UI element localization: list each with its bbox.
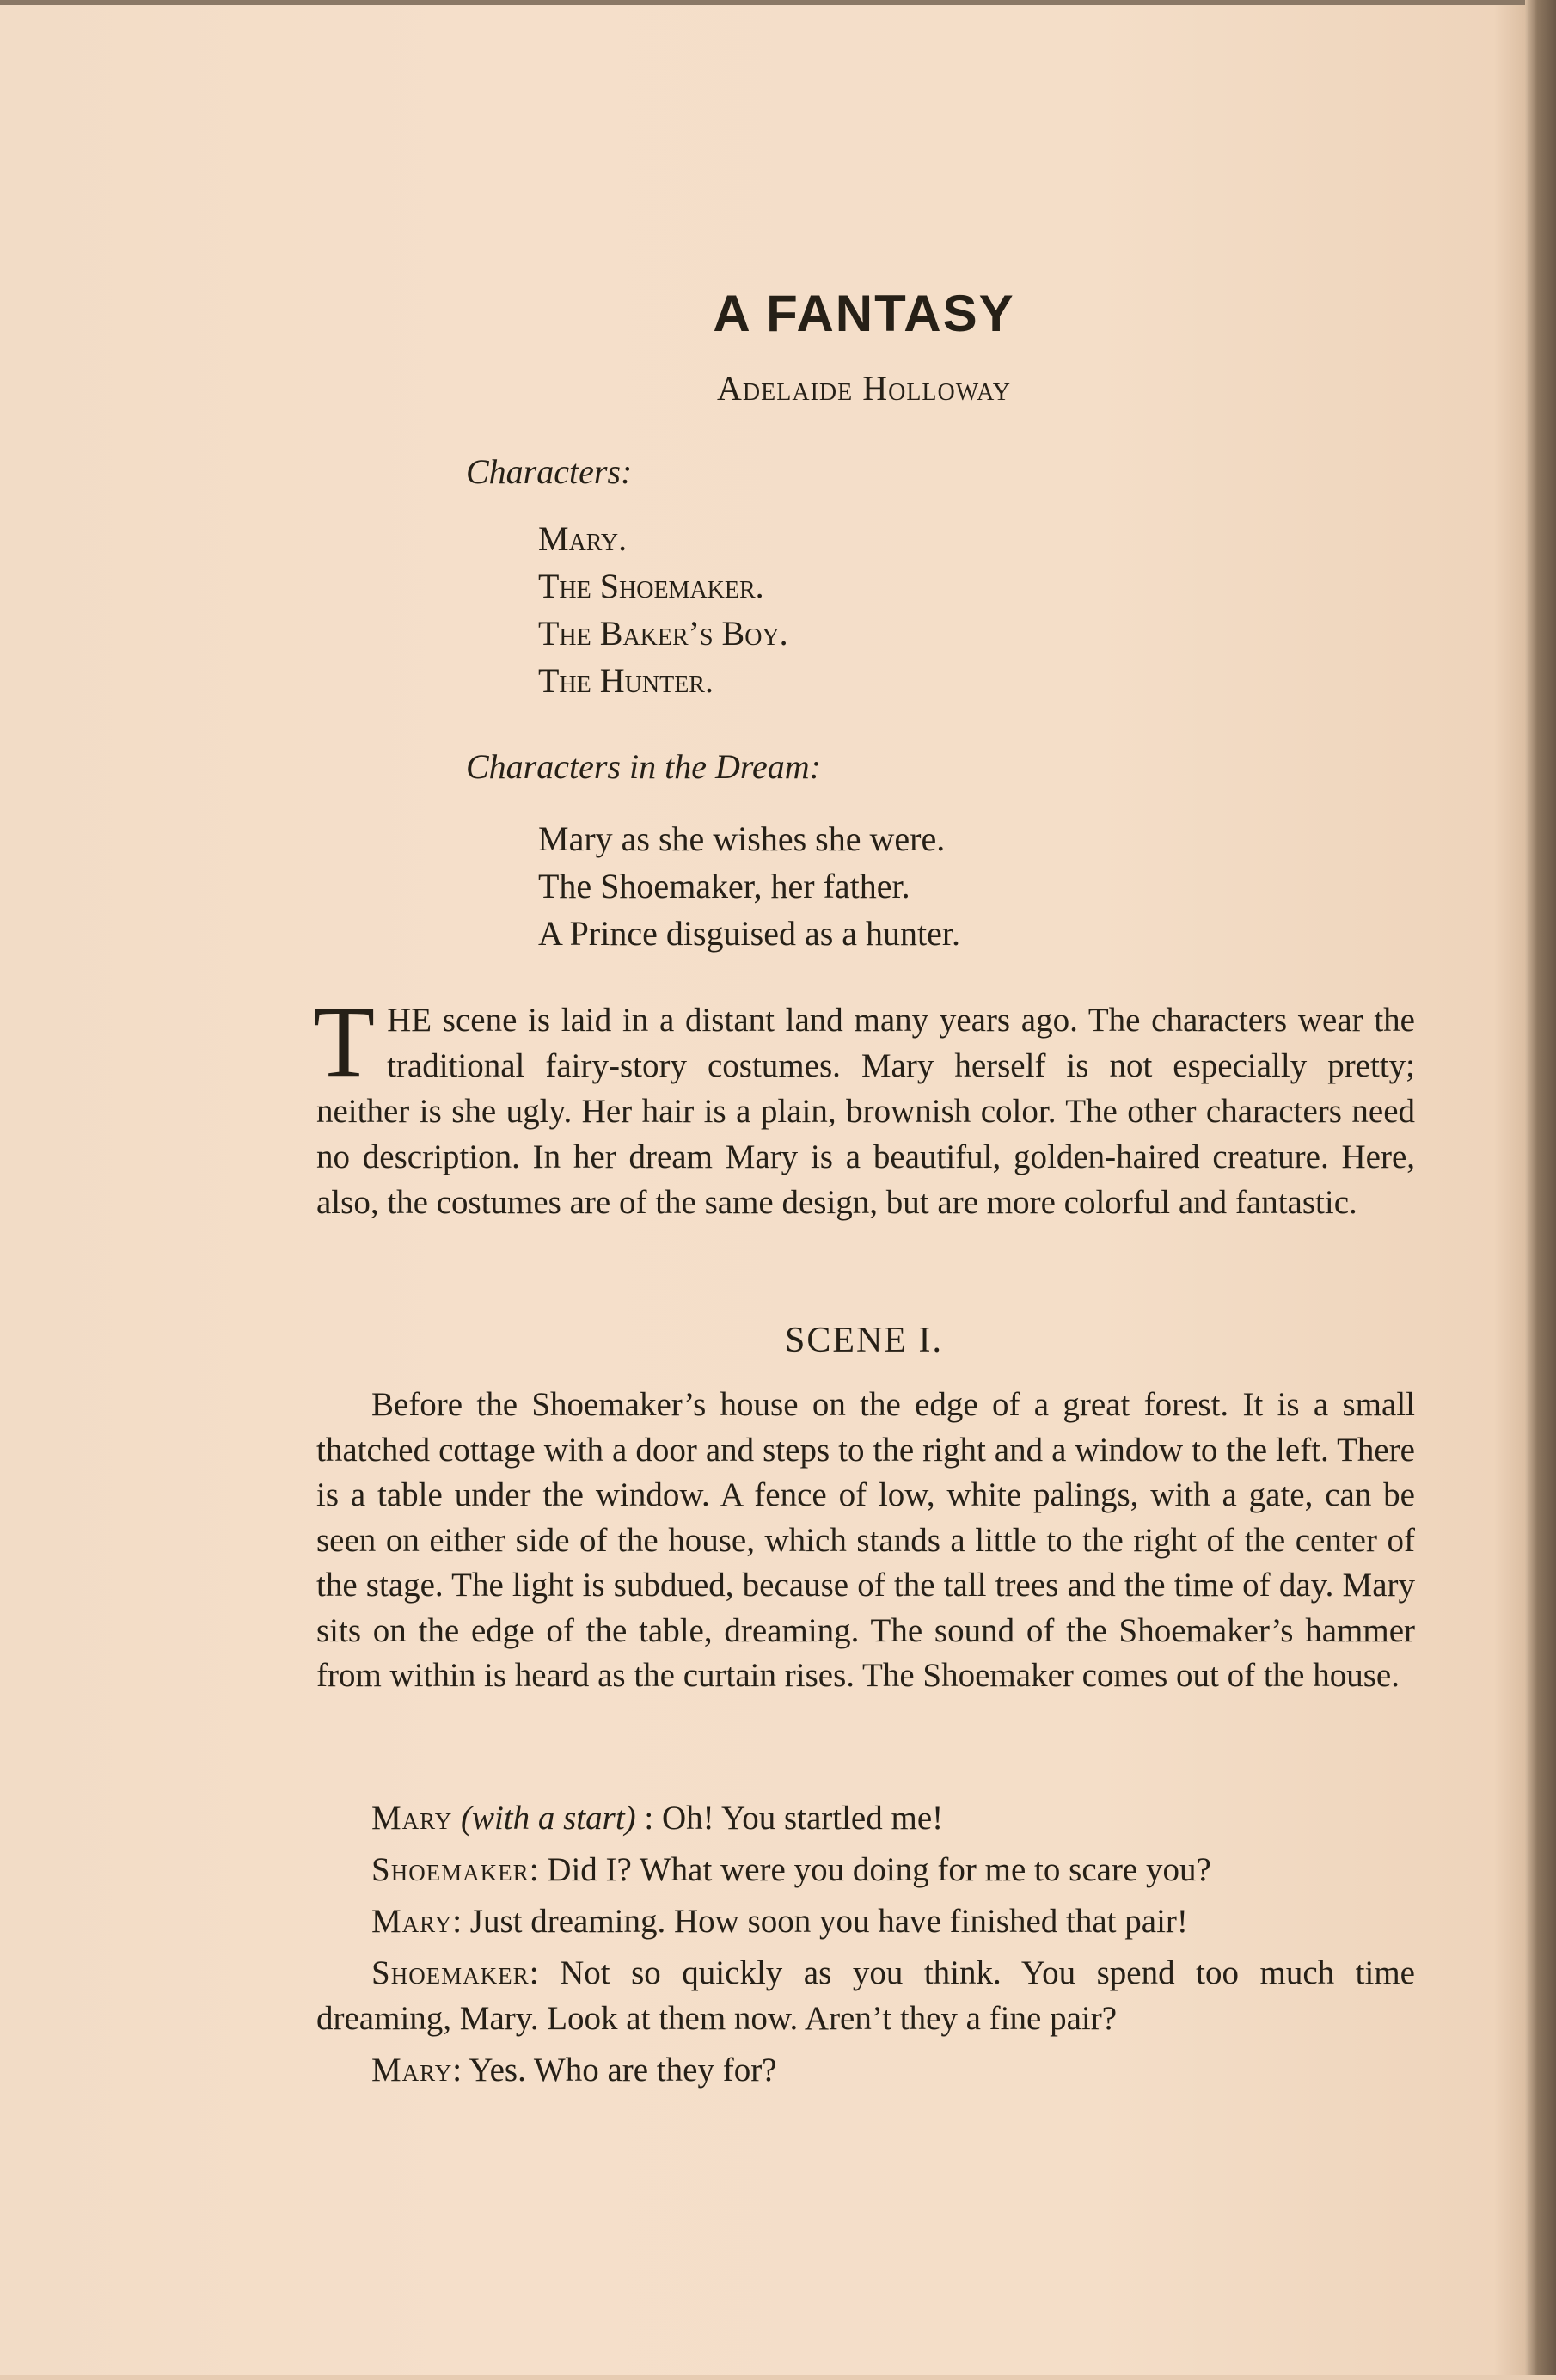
dialogue-text: Just dreaming. How soon you have finished that pair! — [469, 1903, 1188, 1940]
character-list — [538, 515, 788, 704]
page-bottom-edge — [0, 2375, 1556, 2380]
play-title: A FANTASY — [713, 285, 1015, 342]
dialogue-line — [316, 1950, 1415, 2041]
dialogue-text: Oh! You startled me! — [661, 1800, 944, 1837]
speaker-separator: : — [452, 1903, 470, 1940]
speaker-name: Mary — [371, 2052, 453, 2089]
intro-caps: HE — [387, 1002, 432, 1039]
speaker-separator: : — [452, 2052, 469, 2089]
speaker-separator: : — [529, 1954, 561, 1991]
dialogue-line — [316, 2047, 1415, 2093]
dream-characters-heading: Characters in the Dream: — [466, 747, 821, 786]
character-item: The Hunter. — [538, 661, 714, 700]
speaker-separator: : — [529, 1851, 548, 1888]
dialogue — [316, 1795, 1415, 2099]
intro-paragraph — [313, 985, 1415, 1225]
speaker-name: Mary — [371, 1800, 453, 1837]
dialogue-line — [316, 1898, 1415, 1944]
dialogue-line — [316, 1847, 1415, 1892]
book-spine — [1525, 0, 1556, 2380]
speaker-separator: : — [635, 1800, 662, 1837]
characters-heading: Characters: — [466, 452, 633, 491]
character-item: The Baker’s Boy. — [538, 614, 788, 653]
author-name: Adelaide Holloway — [717, 369, 1011, 408]
intro-text: scene is laid in a distant land many years ago. The characters wear the traditional fairy-story costumes. Mary herself is not especially pretty; neither is she ugly. Her hair is a plain, brownish color. The other characters need no description. In her dream Mary is a beautiful, golden-haired creature. Here, also, the costumes are of the same design, but are more colorful and fantastic. — [316, 1002, 1415, 1221]
page-top-edge — [0, 0, 1556, 5]
stage-direction: (with a start) — [460, 1800, 636, 1837]
dream-character-item: The Shoemaker, her father. — [538, 867, 910, 905]
drop-cap: T — [313, 985, 376, 1098]
speaker-name: Mary — [371, 1903, 453, 1940]
dialogue-line — [316, 1795, 1415, 1841]
speaker-name: Shoemaker — [371, 1954, 530, 1991]
character-item: The Shoemaker. — [538, 567, 764, 605]
dialogue-text: Yes. Who are they for? — [469, 2052, 777, 2089]
dream-character-item: A Prince disguised as a hunter. — [538, 914, 961, 953]
dream-character-item: Mary as she wishes she were. — [538, 819, 946, 858]
scene-description: Before the Shoemaker’s house on the edge of a great forest. It is a small thatched cottage with a door and steps to the right and a window to the left. There is a table under the window. A fence of low, white palings, with a gate, can be seen on either side of the house, which stands a little to the right of the center of the stage. The light is subdued, because of the tall trees and the time of day. Mary sits on the edge of the table, dreaming. The sound of the Shoemaker’s hammer from within is heard as the curtain rises. The Shoemaker comes out of the house. — [316, 1386, 1415, 1694]
character-item: Mary. — [538, 519, 628, 558]
dialogue-text: Did I? What were you doing for me to scare you? — [547, 1851, 1211, 1888]
speaker-name: Shoemaker — [371, 1851, 530, 1888]
dialogue-text: Not so quickly as you think. You spend too much time dreaming, Mary. Look at them now. Aren’t they a fine pair? — [316, 1954, 1415, 2037]
dream-character-list — [538, 815, 960, 957]
scene-heading: SCENE I. — [785, 1321, 943, 1360]
